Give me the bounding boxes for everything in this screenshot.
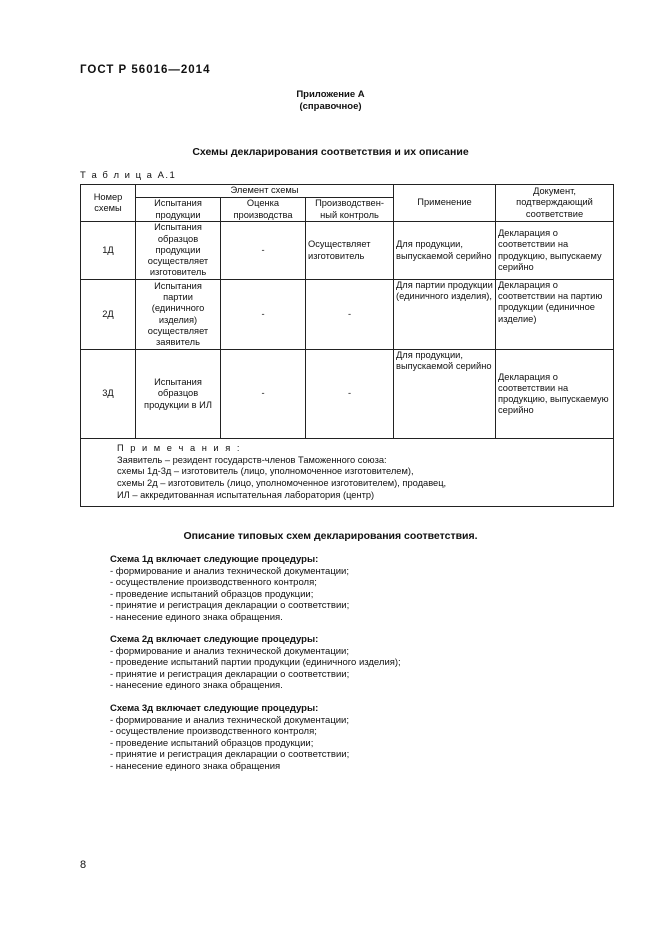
cell-scheme: 3Д [81,350,136,439]
cell-control: Осуществляет изготовитель [306,222,394,280]
cell-testing: Испытания партии (единичного изделия) осуществляет заявитель [136,280,221,350]
header-element-group: Элемент схемы [136,185,394,198]
procedure-item: - осуществление производственного контроля; [110,726,317,737]
table-row [81,222,614,280]
notes-row [81,439,614,507]
cell-document: Декларация о соответствии на партию продукции (единичное изделие) [496,280,614,350]
procedure-item: - принятие и регистрация декларации о соответствии; [110,600,350,611]
header-production-control: Производствен-ный контроль [306,198,394,222]
cell-control: - [306,350,394,439]
header-scheme-no: Номер схемы [81,185,136,222]
cell-document: Декларация о соответствии на продукцию, выпускаемую серийно [496,350,614,439]
cell-testing: Испытания образцов продукции осуществляет изготовитель [136,222,221,280]
appendix-title: Приложение А [296,89,365,100]
cell-application: Для партии продукции (единичного изделия), [394,280,496,350]
description-title: Описание типовых схем декларирования соответствия. [183,530,478,542]
appendix-heading [0,89,661,113]
header-application: Применение [394,185,496,222]
table-notes [81,439,614,507]
procedure-item: - нанесение единого знака обращения. [110,611,283,623]
table-row [81,350,614,439]
appendix-subtitle: (справочное) [299,101,362,112]
cell-assessment: - [221,350,306,439]
procedure-item: - формирование и анализ технической документации; [110,565,350,577]
procedure-item: - осуществление производственного контроля; [110,577,317,588]
procedure-item: - формирование и анализ технической документации; [110,645,350,657]
document-header: ГОСТ Р 56016—2014 [80,64,211,76]
scheme-heading: Схема 1д включает следующие процедуры: [110,554,319,565]
note-line: схемы 1д-3д – изготовитель (лицо, уполномоченное изготовителем), [117,466,414,477]
header-production-assessment: Оценка производства [221,198,306,222]
table-row [81,280,614,350]
cell-application: Для продукции, выпускаемой серийно [394,350,496,439]
cell-scheme: 1Д [81,222,136,280]
procedure-item: - принятие и регистрация декларации о соответствии; [110,668,350,680]
procedure-item: - нанесение единого знака обращения [110,760,281,772]
cell-testing: Испытания образцов продукции в ИЛ [136,350,221,439]
procedure-item: - принятие и регистрация декларации о соответствии; [110,749,350,760]
procedure-item: - формирование и анализ технической документации; [110,714,350,726]
procedure-item: - проведение испытаний образцов продукции; [110,588,314,600]
procedure-item: - проведение испытаний образцов продукции; [110,737,314,749]
schemes-table [80,184,614,507]
note-line: Заявитель – резидент государств-членов Таможенного союза: [117,454,387,465]
scheme-heading: Схема 3д включает следующие процедуры: [110,703,319,714]
cell-scheme: 2Д [81,280,136,350]
cell-control: - [306,280,394,350]
procedure-item: - нанесение единого знака обращения. [110,680,283,691]
table-caption: Т а б л и ц а А.1 [80,170,177,181]
scheme-heading: Схема 2д включает следующие процедуры: [110,634,319,645]
scheme-1d-block [110,554,349,623]
page-number: 8 [80,859,87,871]
cell-application: Для продукции, выпускаемой серийно [394,222,496,280]
section-title: Схемы декларирования соответствия и их описание [192,146,469,158]
note-line: ИЛ – аккредитованная испытательная лаборатория (центр) [117,489,375,500]
cell-assessment: - [221,280,306,350]
notes-heading: П р и м е ч а н и я : [117,443,242,453]
header-document: Документ, подтверждающий соответствие [496,185,614,222]
cell-document: Декларация о соответствии на продукцию, выпускаему серийно [496,222,614,280]
cell-assessment: - [221,222,306,280]
scheme-3d-block [110,703,349,772]
procedure-item: - проведение испытаний партии продукции (единичного изделия); [110,657,401,668]
header-testing: Испытания продукции [136,198,221,222]
note-line: схемы 2д – изготовитель (лицо, уполномоченное изготовителем), продавец, [117,478,447,489]
scheme-2d-block [110,634,401,692]
